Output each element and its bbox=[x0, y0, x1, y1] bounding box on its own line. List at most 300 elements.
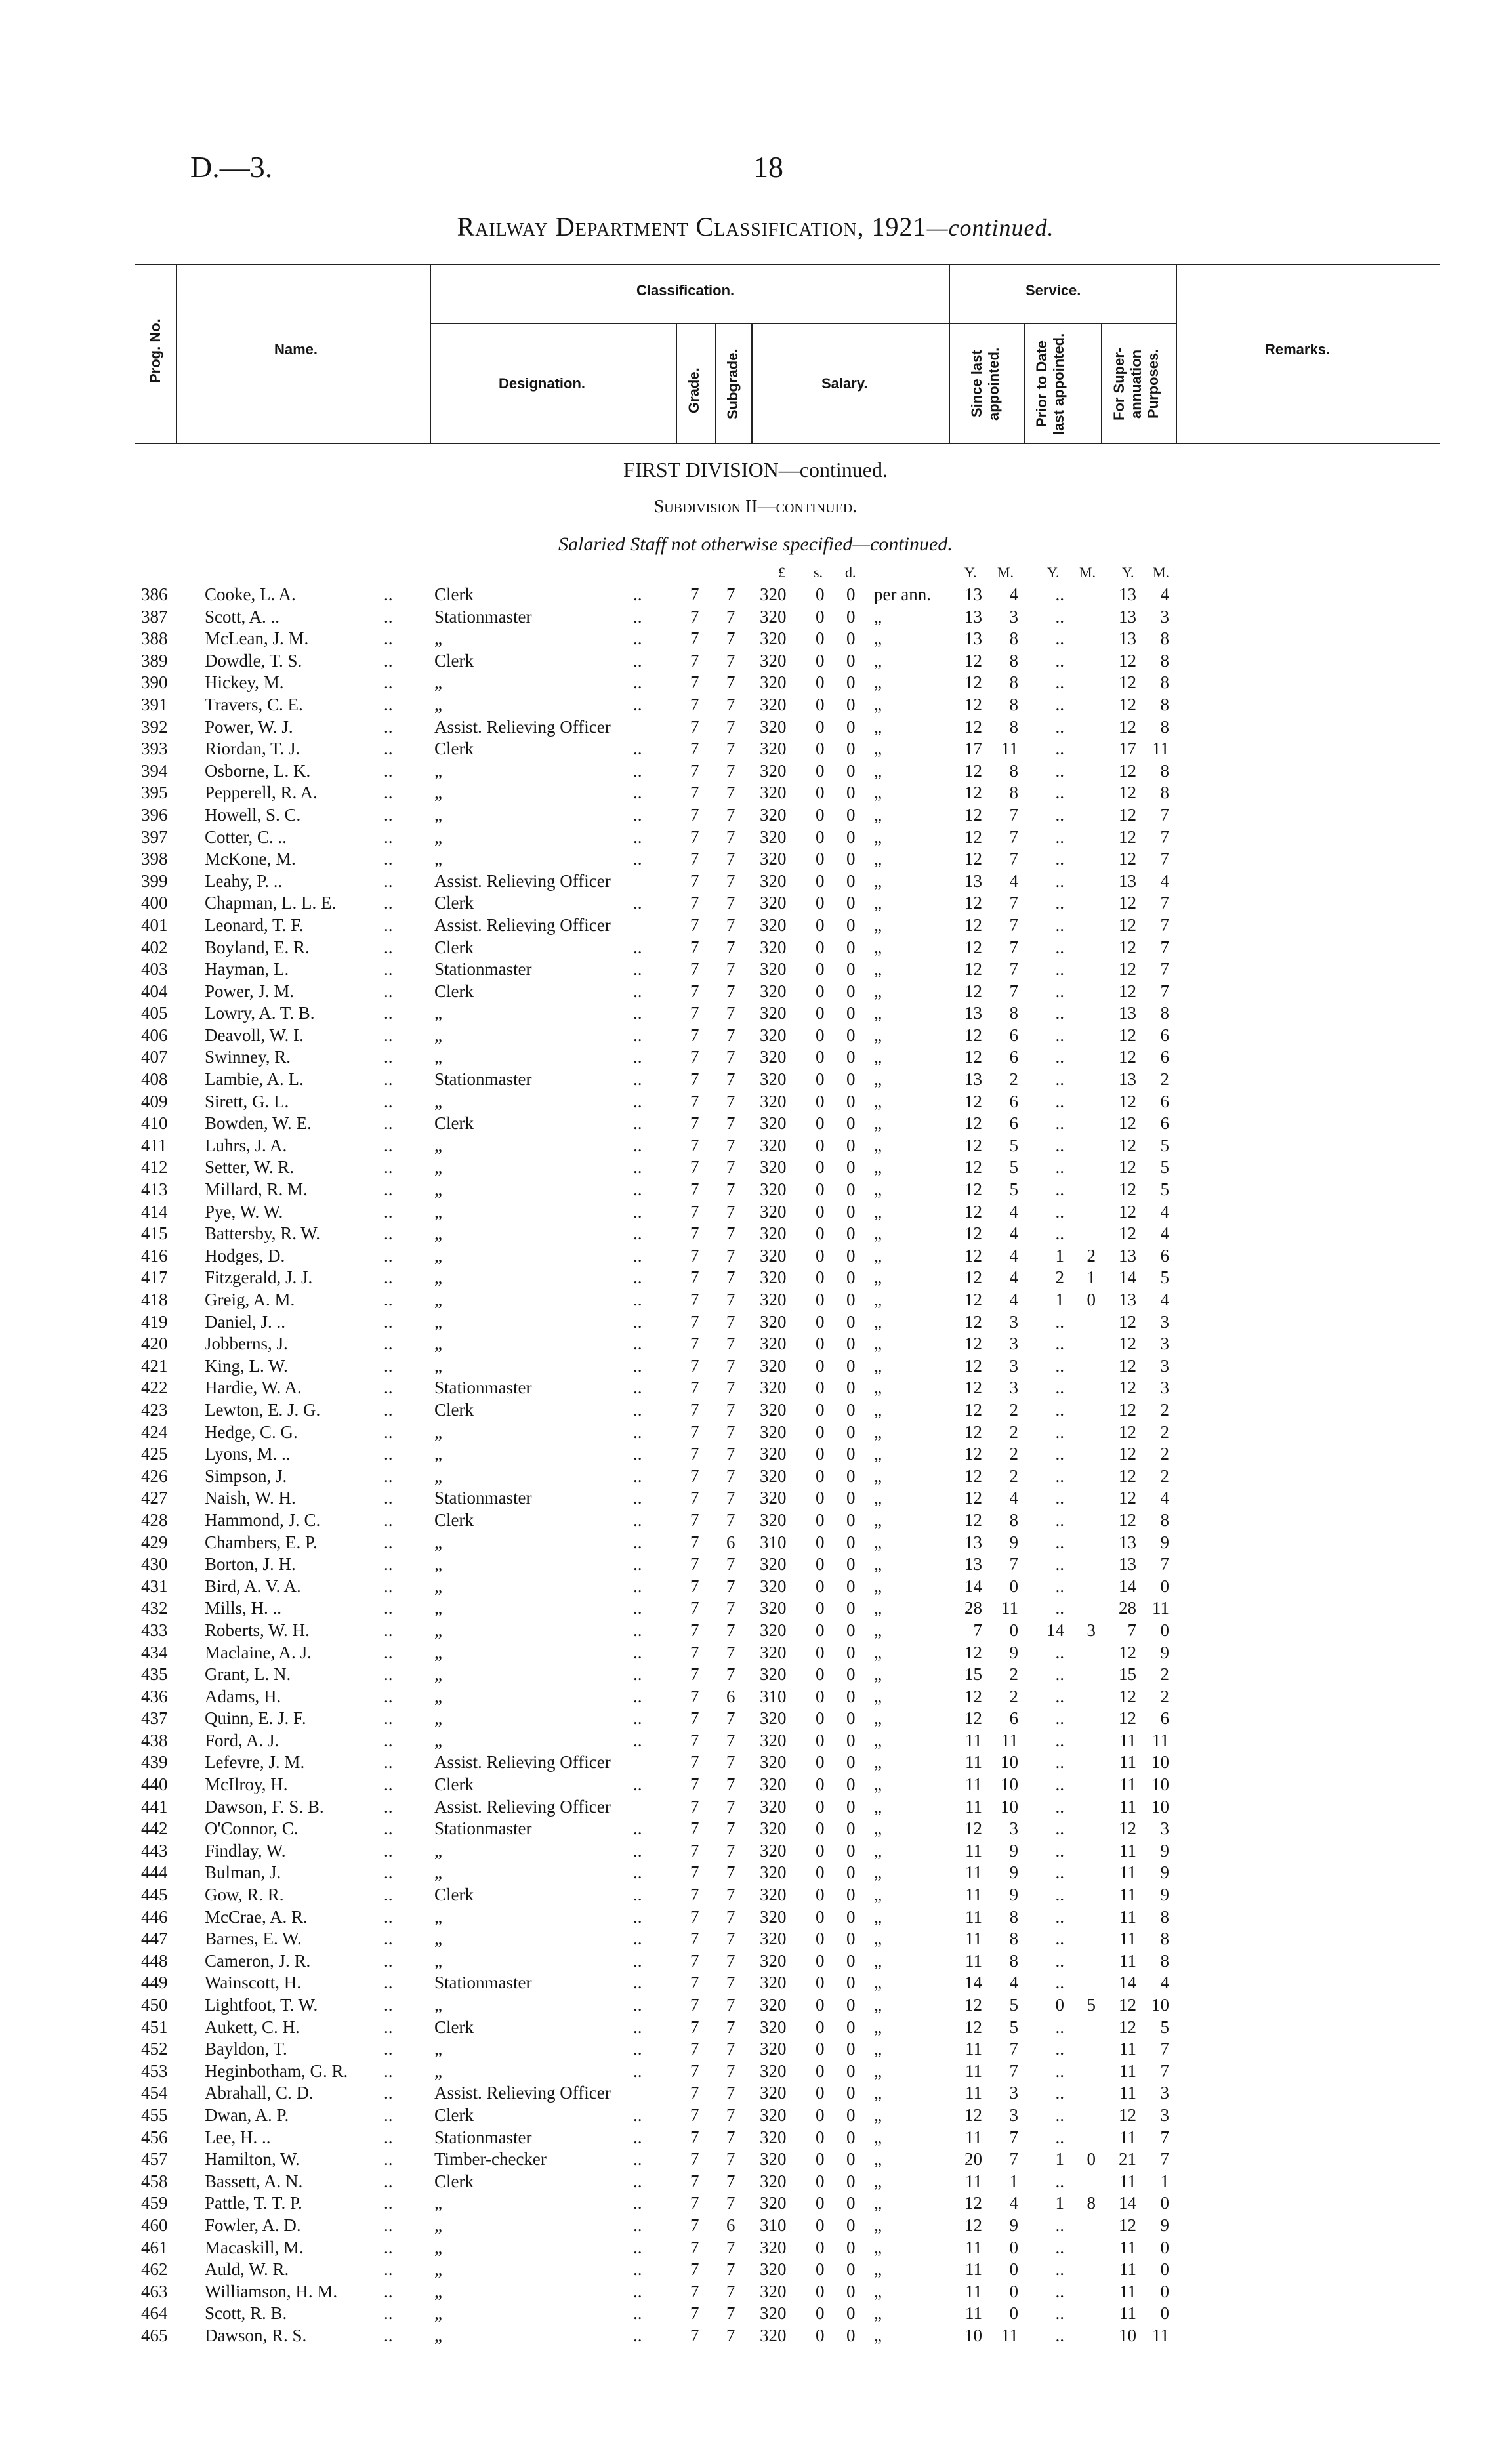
salary-pence: 0 bbox=[846, 1267, 856, 1288]
leader-dots: .. bbox=[633, 1466, 642, 1486]
leader-dots: .. bbox=[384, 672, 393, 693]
superannuation-years: 12 bbox=[1119, 1686, 1136, 1706]
since-last-months: 3 bbox=[1009, 1378, 1018, 1398]
salary-shillings: 0 bbox=[816, 2303, 825, 2324]
prior-months: 1 bbox=[1087, 1267, 1096, 1288]
prog-no: 421 bbox=[141, 1355, 168, 1376]
leader-dots: .. bbox=[384, 2325, 393, 2345]
unit-months: M. bbox=[997, 564, 1014, 581]
since-last-years: 13 bbox=[964, 1003, 982, 1023]
salary-shillings: 0 bbox=[816, 2017, 825, 2037]
superannuation-years: 11 bbox=[1119, 1796, 1136, 1817]
salary-pence: 0 bbox=[846, 1422, 856, 1442]
designation: „ bbox=[434, 1047, 442, 1067]
prior-months: 3 bbox=[1087, 1620, 1096, 1640]
staff-name: Grant, L. N. bbox=[205, 1664, 291, 1685]
superannuation-years: 12 bbox=[1119, 2017, 1136, 2037]
prior-years: .. bbox=[1055, 1069, 1064, 1090]
staff-name: Bassett, A. N. bbox=[205, 2171, 303, 2191]
subgrade: 7 bbox=[726, 1488, 735, 1508]
superannuation-years: 12 bbox=[1119, 1091, 1136, 1111]
salary-pence: 0 bbox=[846, 2171, 856, 2191]
grade: 7 bbox=[690, 606, 699, 626]
grade: 7 bbox=[690, 1157, 699, 1178]
designation: „ bbox=[434, 1422, 442, 1442]
superannuation-years: 11 bbox=[1119, 1840, 1136, 1860]
salary-pounds: 320 bbox=[760, 2039, 787, 2059]
superannuation-months: 2 bbox=[1160, 1422, 1169, 1442]
table-row bbox=[0, 606, 1511, 628]
grade: 7 bbox=[690, 893, 699, 913]
prior-years: .. bbox=[1055, 1444, 1064, 1464]
salary-pounds: 320 bbox=[760, 1355, 787, 1376]
prior-months: 5 bbox=[1087, 1995, 1096, 2015]
since-last-years: 12 bbox=[964, 849, 982, 869]
prog-no: 394 bbox=[141, 760, 168, 781]
salary-shillings: 0 bbox=[816, 2039, 825, 2059]
salary-pence: 0 bbox=[846, 1664, 856, 1685]
designation: „ bbox=[434, 2215, 442, 2235]
salary-period: „ bbox=[874, 2259, 882, 2280]
salary-period: „ bbox=[874, 1378, 882, 1398]
leader-dots: .. bbox=[633, 1906, 642, 1927]
col-header-prog-no: Prog. No. bbox=[147, 319, 163, 383]
prior-years: .. bbox=[1055, 1840, 1064, 1860]
superannuation-months: 8 bbox=[1160, 694, 1169, 714]
salary-pence: 0 bbox=[846, 1840, 856, 1860]
subgrade: 7 bbox=[726, 1378, 735, 1398]
table-row bbox=[0, 1862, 1511, 1884]
since-last-years: 12 bbox=[964, 981, 982, 1001]
prior-years: .. bbox=[1055, 827, 1064, 847]
designation: Assist. Relieving Officer bbox=[434, 1796, 611, 1817]
leader-dots: .. bbox=[633, 2325, 642, 2345]
salary-shillings: 0 bbox=[816, 1598, 825, 1618]
superannuation-months: 11 bbox=[1152, 2325, 1169, 2345]
superannuation-months: 2 bbox=[1160, 1686, 1169, 1706]
salary-pounds: 320 bbox=[760, 1113, 787, 1134]
salary-period: „ bbox=[874, 1135, 882, 1155]
since-last-years: 11 bbox=[965, 1906, 982, 1927]
leader-dots: .. bbox=[633, 1576, 642, 1596]
salary-pounds: 320 bbox=[760, 1598, 787, 1618]
superannuation-months: 8 bbox=[1160, 760, 1169, 781]
since-last-months: 7 bbox=[1009, 937, 1018, 957]
since-last-months: 0 bbox=[1009, 2259, 1018, 2280]
salary-shillings: 0 bbox=[816, 1532, 825, 1552]
leader-dots: .. bbox=[633, 2105, 642, 2125]
table-row bbox=[0, 1597, 1511, 1620]
grade: 7 bbox=[690, 2259, 699, 2280]
subgrade: 7 bbox=[726, 1906, 735, 1927]
salary-pence: 0 bbox=[846, 672, 856, 693]
subgrade: 7 bbox=[726, 893, 735, 913]
salary-pence: 0 bbox=[846, 1995, 856, 2015]
col-header-name: Name. bbox=[274, 341, 318, 358]
staff-name: Hammond, J. C. bbox=[205, 1509, 321, 1530]
prog-no: 392 bbox=[141, 716, 168, 737]
since-last-months: 4 bbox=[1009, 1223, 1018, 1244]
salary-period: „ bbox=[874, 893, 882, 913]
superannuation-months: 3 bbox=[1160, 2105, 1169, 2125]
salary-period: „ bbox=[874, 2149, 882, 2169]
salary-pounds: 320 bbox=[760, 1334, 787, 1354]
prior-years: .. bbox=[1055, 1576, 1064, 1596]
salary-pounds: 320 bbox=[760, 1290, 787, 1309]
leader-dots: .. bbox=[384, 1532, 393, 1552]
salary-pence: 0 bbox=[846, 783, 856, 803]
salary-pounds: 320 bbox=[760, 2149, 787, 2169]
prog-no: 439 bbox=[141, 1752, 168, 1773]
salary-shillings: 0 bbox=[816, 1862, 825, 1883]
since-last-months: 2 bbox=[1009, 1664, 1018, 1685]
since-last-years: 11 bbox=[965, 1840, 982, 1860]
salary-shillings: 0 bbox=[816, 981, 825, 1001]
salary-pounds: 320 bbox=[760, 1796, 787, 1817]
salary-period: „ bbox=[874, 959, 882, 979]
designation: „ bbox=[434, 1686, 442, 1706]
salary-period: „ bbox=[874, 849, 882, 869]
leader-dots: .. bbox=[384, 1444, 393, 1464]
since-last-years: 12 bbox=[964, 1201, 982, 1222]
since-last-months: 8 bbox=[1009, 716, 1018, 737]
prior-months: 0 bbox=[1087, 1290, 1096, 1309]
salary-pence: 0 bbox=[846, 1862, 856, 1883]
designation: Clerk bbox=[434, 2171, 474, 2191]
table-row bbox=[0, 1818, 1511, 1840]
subgrade: 7 bbox=[726, 1818, 735, 1839]
salary-pounds: 320 bbox=[760, 1818, 787, 1839]
salary-pence: 0 bbox=[846, 1311, 856, 1332]
superannuation-years: 13 bbox=[1119, 1532, 1136, 1552]
leader-dots: .. bbox=[633, 1069, 642, 1090]
superannuation-months: 7 bbox=[1160, 981, 1169, 1001]
since-last-months: 3 bbox=[1009, 1311, 1018, 1332]
prior-years: .. bbox=[1055, 1399, 1064, 1420]
since-last-months: 7 bbox=[1009, 2127, 1018, 2147]
prior-years: .. bbox=[1055, 1950, 1064, 1971]
since-last-years: 12 bbox=[964, 1025, 982, 1045]
salary-pence: 0 bbox=[846, 1399, 856, 1420]
leader-dots: .. bbox=[633, 1201, 642, 1222]
superannuation-months: 8 bbox=[1160, 1003, 1169, 1023]
table-row bbox=[0, 760, 1511, 783]
designation: Stationmaster bbox=[434, 1488, 532, 1508]
prog-no: 406 bbox=[141, 1025, 168, 1045]
since-last-years: 11 bbox=[965, 1929, 982, 1949]
salary-pence: 0 bbox=[846, 1135, 856, 1155]
leader-dots: .. bbox=[384, 1245, 393, 1265]
salary-period: „ bbox=[874, 2017, 882, 2037]
since-last-years: 12 bbox=[964, 1334, 982, 1354]
salary-pence: 0 bbox=[846, 2149, 856, 2169]
prior-years: .. bbox=[1055, 1796, 1064, 1817]
salary-shillings: 0 bbox=[816, 1311, 825, 1332]
subgrade: 7 bbox=[726, 1840, 735, 1860]
subgrade: 7 bbox=[726, 2171, 735, 2191]
superannuation-years: 12 bbox=[1119, 2105, 1136, 2125]
subgrade: 7 bbox=[726, 1950, 735, 1971]
salary-pence: 0 bbox=[846, 1818, 856, 1839]
subgrade: 7 bbox=[726, 694, 735, 714]
since-last-years: 12 bbox=[964, 1708, 982, 1729]
leader-dots: .. bbox=[384, 2215, 393, 2235]
designation: „ bbox=[434, 1355, 442, 1376]
salary-pounds: 320 bbox=[760, 585, 787, 604]
since-last-years: 28 bbox=[964, 1598, 982, 1618]
designation: Clerk bbox=[434, 1113, 474, 1134]
grade: 7 bbox=[690, 1686, 699, 1706]
since-last-years: 11 bbox=[965, 1885, 982, 1905]
staff-name: McLean, J. M. bbox=[205, 628, 309, 649]
salary-period: „ bbox=[874, 1025, 882, 1045]
superannuation-months: 8 bbox=[1160, 1509, 1169, 1530]
salary-pounds: 320 bbox=[760, 804, 787, 825]
salary-pounds: 320 bbox=[760, 871, 787, 891]
salary-pence: 0 bbox=[846, 1488, 856, 1508]
table-row bbox=[0, 650, 1511, 672]
designation: „ bbox=[434, 1444, 442, 1464]
salary-period: „ bbox=[874, 1444, 882, 1464]
prog-no: 412 bbox=[141, 1157, 168, 1178]
superannuation-years: 12 bbox=[1119, 1642, 1136, 1662]
superannuation-months: 6 bbox=[1160, 1025, 1169, 1045]
salary-period: „ bbox=[874, 1906, 882, 1927]
since-last-months: 8 bbox=[1009, 672, 1018, 693]
salary-pounds: 320 bbox=[760, 783, 787, 803]
salary-pence: 0 bbox=[846, 1686, 856, 1706]
salary-shillings: 0 bbox=[816, 1554, 825, 1574]
staff-name: Deavoll, W. I. bbox=[205, 1025, 304, 1045]
prog-no: 448 bbox=[141, 1950, 168, 1971]
table-row bbox=[0, 628, 1511, 650]
superannuation-months: 4 bbox=[1160, 871, 1169, 891]
salary-pence: 0 bbox=[846, 1444, 856, 1464]
since-last-months: 4 bbox=[1009, 1245, 1018, 1265]
salary-pence: 0 bbox=[846, 1642, 856, 1662]
designation: „ bbox=[434, 2193, 442, 2213]
salary-period: „ bbox=[874, 606, 882, 626]
table-row bbox=[0, 1950, 1511, 1973]
designation: Stationmaster bbox=[434, 959, 532, 979]
since-last-years: 11 bbox=[965, 2259, 982, 2280]
leader-dots: .. bbox=[633, 1399, 642, 1420]
prior-months: 0 bbox=[1087, 2149, 1096, 2169]
table-row bbox=[0, 848, 1511, 871]
prior-years: 1 bbox=[1055, 1245, 1064, 1265]
since-last-months: 11 bbox=[1001, 2325, 1018, 2345]
salary-pence: 0 bbox=[846, 606, 856, 626]
prior-years: .. bbox=[1055, 893, 1064, 913]
superannuation-years: 12 bbox=[1119, 804, 1136, 825]
salary-period: „ bbox=[874, 672, 882, 693]
prior-years: .. bbox=[1055, 2039, 1064, 2059]
grade: 7 bbox=[690, 672, 699, 693]
superannuation-years: 12 bbox=[1119, 672, 1136, 693]
salary-period: „ bbox=[874, 1334, 882, 1354]
leader-dots: .. bbox=[384, 1334, 393, 1354]
subgrade: 7 bbox=[726, 981, 735, 1001]
salary-pounds: 320 bbox=[760, 1973, 787, 1993]
superannuation-years: 12 bbox=[1119, 694, 1136, 714]
grade: 7 bbox=[690, 1113, 699, 1134]
prior-years: .. bbox=[1055, 914, 1064, 935]
col-divider bbox=[430, 264, 431, 443]
since-last-months: 8 bbox=[1009, 783, 1018, 803]
prog-no: 399 bbox=[141, 871, 168, 891]
staff-name: Wainscott, H. bbox=[205, 1973, 302, 1993]
prog-no: 418 bbox=[141, 1290, 168, 1309]
staff-name: Cameron, J. R. bbox=[205, 1950, 311, 1971]
grade: 7 bbox=[690, 2281, 699, 2301]
superannuation-years: 13 bbox=[1119, 1290, 1136, 1309]
prior-years: .. bbox=[1055, 1091, 1064, 1111]
prior-years: .. bbox=[1055, 628, 1064, 649]
leader-dots: .. bbox=[633, 1840, 642, 1860]
salary-shillings: 0 bbox=[816, 1113, 825, 1134]
salary-pence: 0 bbox=[846, 1708, 856, 1729]
superannuation-months: 7 bbox=[1160, 849, 1169, 869]
salary-pounds: 320 bbox=[760, 1223, 787, 1244]
salary-period: per ann. bbox=[874, 585, 931, 604]
staff-name: Barnes, E. W. bbox=[205, 1929, 302, 1949]
leader-dots: .. bbox=[633, 2039, 642, 2059]
leader-dots: .. bbox=[384, 1267, 393, 1288]
subgrade: 7 bbox=[726, 1113, 735, 1134]
prior-years: .. bbox=[1055, 871, 1064, 891]
leader-dots: .. bbox=[633, 1091, 642, 1111]
table-row bbox=[0, 1553, 1511, 1576]
subgrade: 7 bbox=[726, 783, 735, 803]
salary-shillings: 0 bbox=[816, 1950, 825, 1971]
staff-name: Auld, W. R. bbox=[205, 2259, 289, 2280]
designation: Clerk bbox=[434, 585, 474, 604]
prog-no: 395 bbox=[141, 783, 168, 803]
salary-pence: 0 bbox=[846, 914, 856, 935]
designation: „ bbox=[434, 694, 442, 714]
salary-pounds: 320 bbox=[760, 1069, 787, 1090]
staff-name: Greig, A. M. bbox=[205, 1290, 295, 1309]
designation: Assist. Relieving Officer bbox=[434, 1752, 611, 1773]
designation: „ bbox=[434, 2259, 442, 2280]
table-row bbox=[0, 694, 1511, 716]
designation: Stationmaster bbox=[434, 1973, 532, 1993]
unit-pound: £ bbox=[778, 564, 785, 581]
leader-dots: .. bbox=[384, 1973, 393, 1993]
table-row bbox=[0, 892, 1511, 914]
subgrade: 7 bbox=[726, 1334, 735, 1354]
salary-pounds: 320 bbox=[760, 1157, 787, 1178]
subgrade: 7 bbox=[726, 1929, 735, 1949]
subgrade: 7 bbox=[726, 804, 735, 825]
superannuation-years: 12 bbox=[1119, 2215, 1136, 2235]
since-last-months: 7 bbox=[1009, 914, 1018, 935]
grade: 7 bbox=[690, 1378, 699, 1398]
subgrade: 7 bbox=[726, 1664, 735, 1685]
staff-name: Power, J. M. bbox=[205, 981, 295, 1001]
salary-pounds: 320 bbox=[760, 981, 787, 1001]
since-last-years: 11 bbox=[965, 1862, 982, 1883]
table-row bbox=[0, 1245, 1511, 1267]
since-last-years: 12 bbox=[964, 893, 982, 913]
superannuation-months: 10 bbox=[1151, 1752, 1169, 1773]
superannuation-months: 6 bbox=[1160, 1047, 1169, 1067]
leader-dots: .. bbox=[384, 2237, 393, 2257]
salary-pounds: 320 bbox=[760, 1752, 787, 1773]
salary-period: „ bbox=[874, 1664, 882, 1685]
salary-shillings: 0 bbox=[816, 2061, 825, 2081]
salary-shillings: 0 bbox=[816, 1995, 825, 2015]
grade: 7 bbox=[690, 1180, 699, 1200]
prior-years: 1 bbox=[1055, 2149, 1064, 2169]
since-last-years: 12 bbox=[964, 1180, 982, 1200]
leader-dots: .. bbox=[384, 2259, 393, 2280]
leader-dots: .. bbox=[633, 1223, 642, 1244]
grade: 7 bbox=[690, 2171, 699, 2191]
leader-dots: .. bbox=[384, 2039, 393, 2059]
salary-pounds: 310 bbox=[760, 1686, 787, 1706]
leader-dots: .. bbox=[384, 804, 393, 825]
superannuation-years: 12 bbox=[1119, 1135, 1136, 1155]
table-row bbox=[0, 2127, 1511, 2149]
salary-shillings: 0 bbox=[816, 1686, 825, 1706]
salary-pence: 0 bbox=[846, 1620, 856, 1640]
salary-period: „ bbox=[874, 1642, 882, 1662]
grade: 7 bbox=[690, 650, 699, 670]
leader-dots: .. bbox=[633, 1532, 642, 1552]
salary-pence: 0 bbox=[846, 1598, 856, 1618]
salary-pounds: 320 bbox=[760, 1995, 787, 2015]
staff-name: Adams, H. bbox=[205, 1686, 281, 1706]
grade: 7 bbox=[690, 1973, 699, 1993]
prog-no: 389 bbox=[141, 650, 168, 670]
salary-pence: 0 bbox=[846, 1554, 856, 1574]
subgrade: 7 bbox=[726, 937, 735, 957]
staff-name: Chapman, L. L. E. bbox=[205, 893, 337, 913]
prog-no: 453 bbox=[141, 2061, 168, 2081]
salary-pounds: 320 bbox=[760, 1708, 787, 1729]
grade: 7 bbox=[690, 2105, 699, 2125]
prior-years: 2 bbox=[1055, 1267, 1064, 1288]
superannuation-years: 12 bbox=[1119, 1444, 1136, 1464]
designation: „ bbox=[434, 1906, 442, 1927]
designation: Stationmaster bbox=[434, 2127, 532, 2147]
superannuation-months: 7 bbox=[1160, 2127, 1169, 2147]
leader-dots: .. bbox=[384, 760, 393, 781]
subgrade: 7 bbox=[726, 1290, 735, 1309]
leader-dots: .. bbox=[384, 2061, 393, 2081]
superannuation-months: 6 bbox=[1160, 1245, 1169, 1265]
prog-no: 398 bbox=[141, 849, 168, 869]
salary-shillings: 0 bbox=[816, 585, 825, 604]
prior-years: .. bbox=[1055, 981, 1064, 1001]
salary-shillings: 0 bbox=[816, 1378, 825, 1398]
since-last-months: 8 bbox=[1009, 760, 1018, 781]
prog-no: 431 bbox=[141, 1576, 168, 1596]
staff-name: Dowdle, T. S. bbox=[205, 650, 302, 670]
prior-years: .. bbox=[1055, 2281, 1064, 2301]
since-last-years: 17 bbox=[964, 739, 982, 759]
leader-dots: .. bbox=[384, 2193, 393, 2213]
subgrade: 7 bbox=[726, 1047, 735, 1067]
salary-pounds: 320 bbox=[760, 1885, 787, 1905]
staff-name: Bulman, J. bbox=[205, 1862, 281, 1883]
grade: 7 bbox=[690, 1885, 699, 1905]
superannuation-months: 8 bbox=[1160, 1906, 1169, 1927]
prior-years: .. bbox=[1055, 2171, 1064, 2191]
salary-pounds: 320 bbox=[760, 1091, 787, 1111]
salary-pounds: 320 bbox=[760, 2281, 787, 2301]
